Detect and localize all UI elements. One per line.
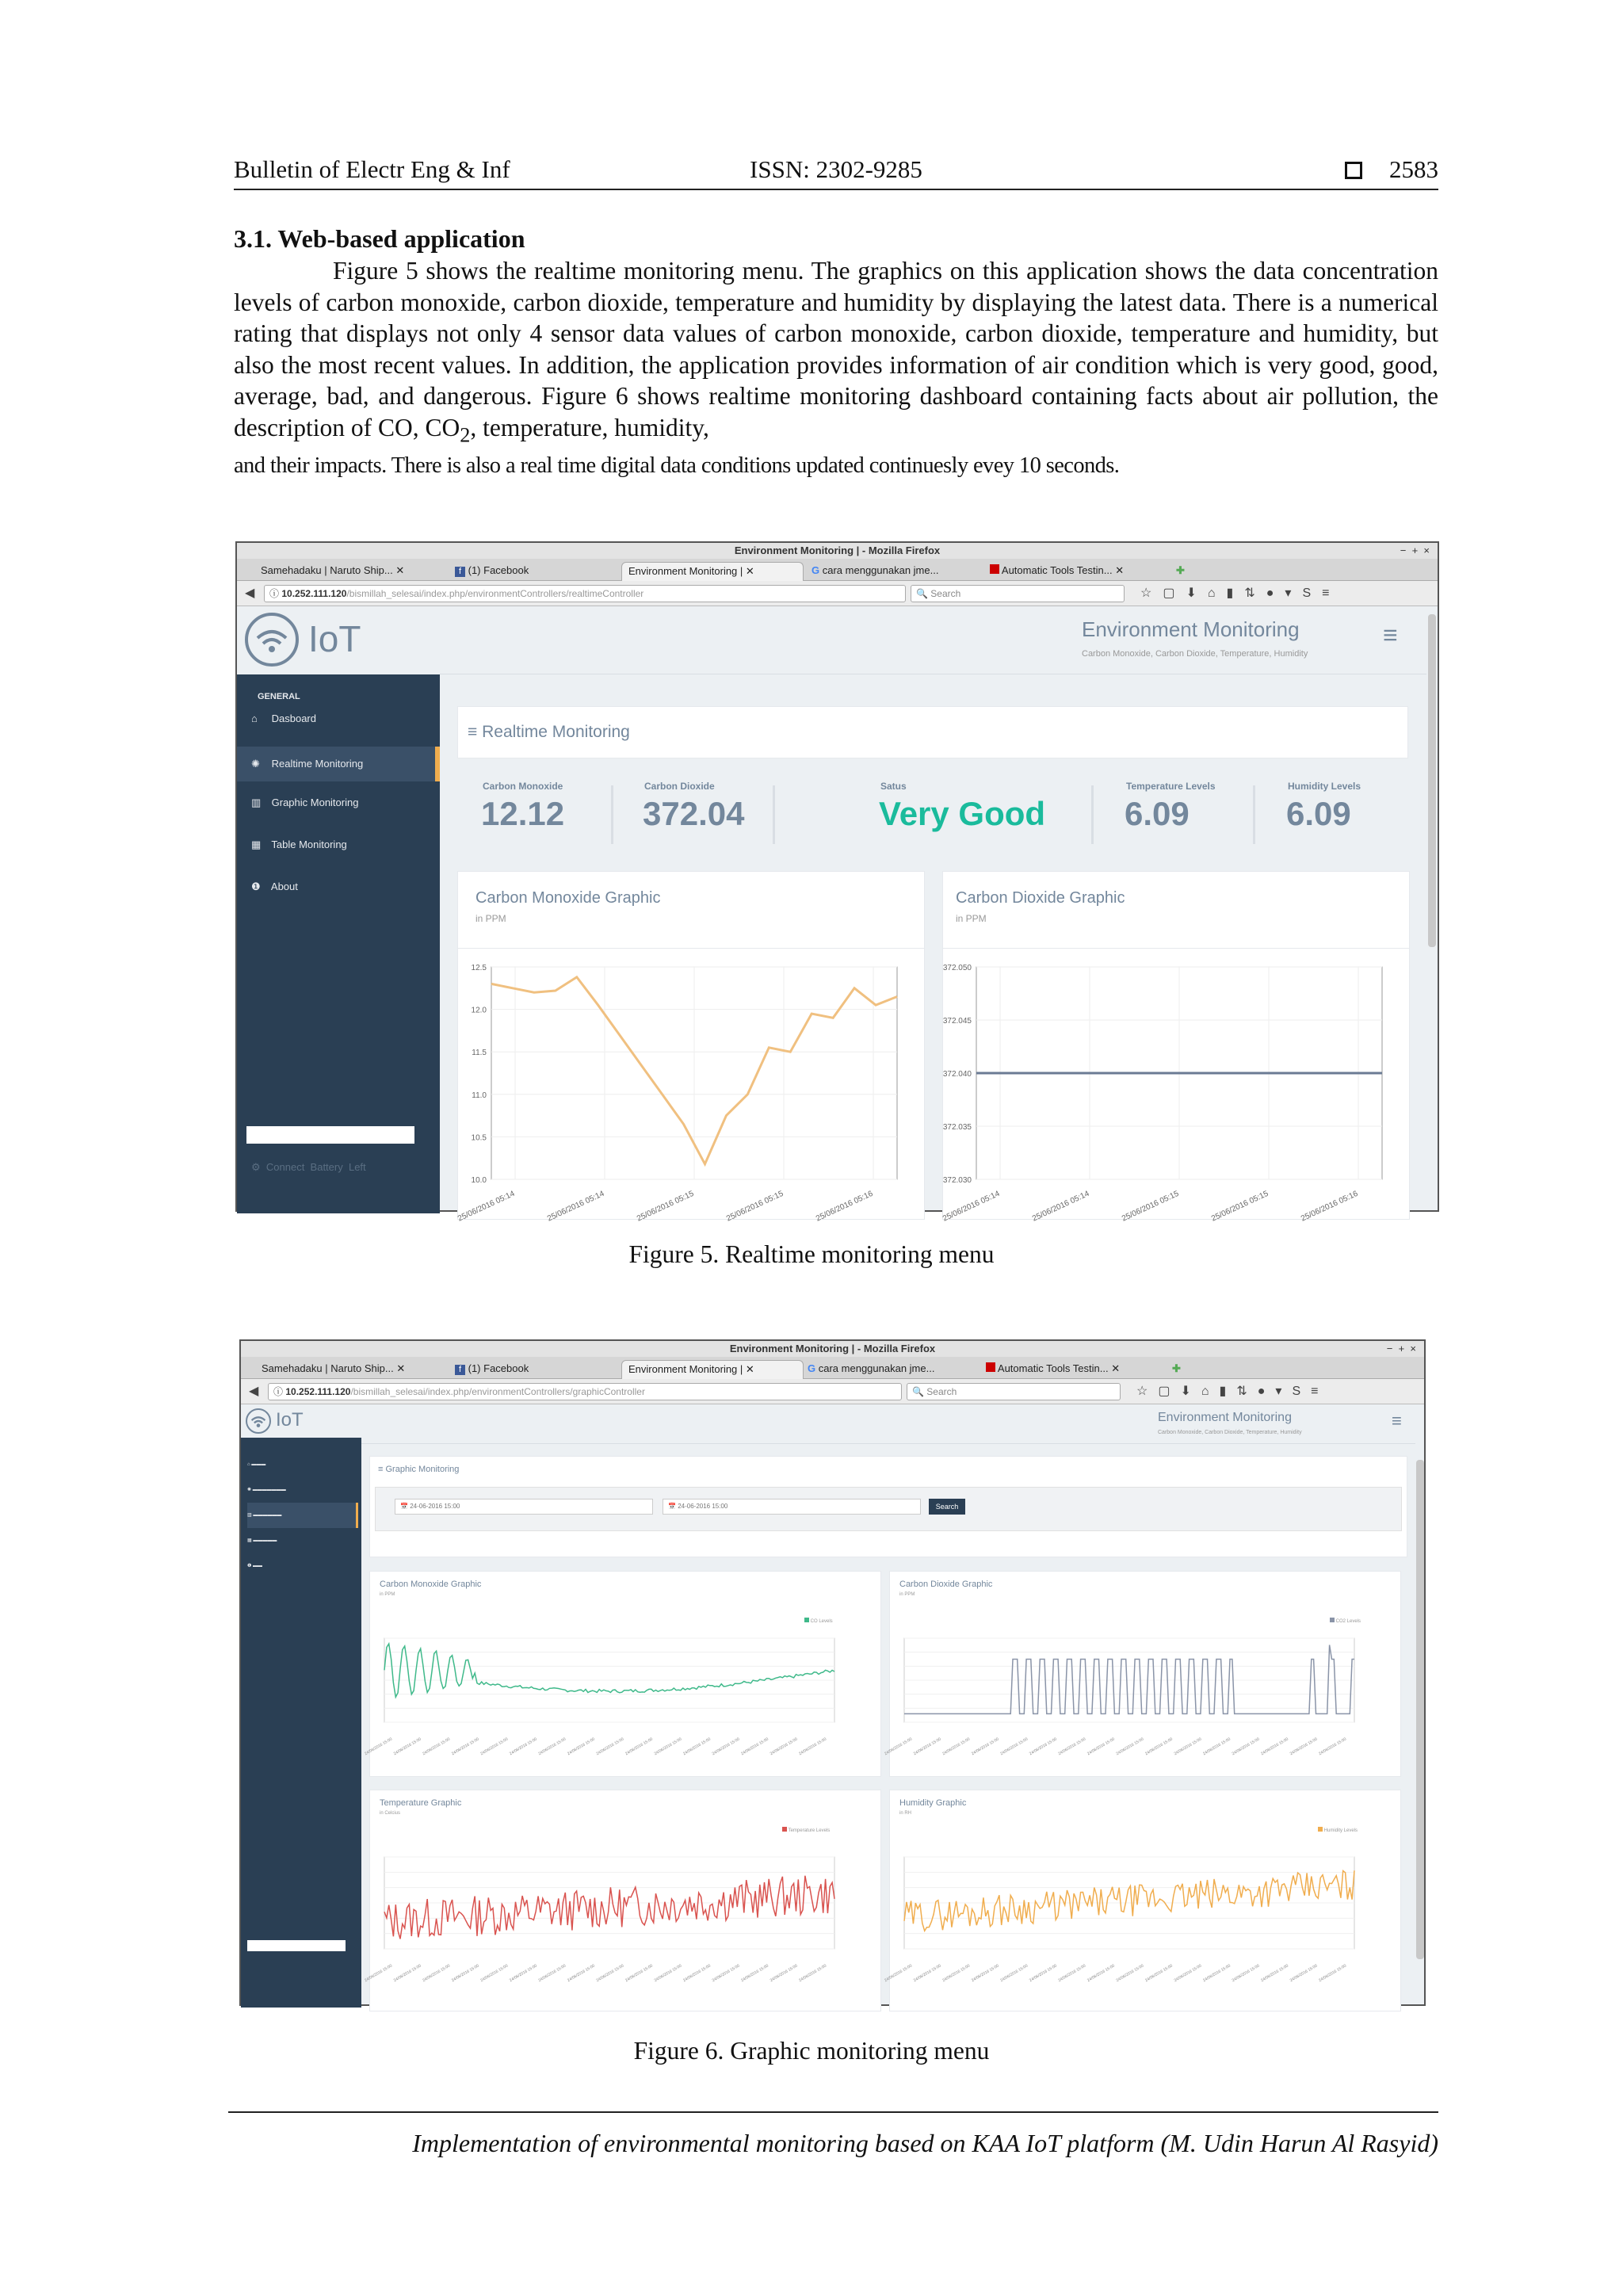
x-tick-label: 24/06/2016 15:00 <box>1318 1963 1347 1984</box>
panel-title: ≡ Graphic Monitoring <box>378 1465 460 1474</box>
x-tick-label: 24/06/2016 15:00 <box>711 1736 741 1757</box>
home-icon: ⌂ <box>251 712 258 724</box>
x-tick-label: 24/06/2016 15:00 <box>1289 1736 1319 1757</box>
sidebar-search-box[interactable] <box>246 1126 414 1144</box>
x-tick-label: 24/06/2016 15:00 <box>392 1963 422 1984</box>
info-icon: ⓘ <box>273 1386 284 1397</box>
x-tick-label: 24/06/2016 15:00 <box>1144 1736 1174 1757</box>
x-tick-label: 24/06/2016 15:00 <box>769 1736 799 1757</box>
nav-group-label: GENERAL <box>258 692 300 701</box>
chart-legend: Humidity Levels <box>1318 1827 1358 1833</box>
x-tick-label: 24/06/2016 15:00 <box>422 1963 452 1984</box>
site-icon <box>986 1362 995 1372</box>
x-tick-label: 24/06/2016 15:00 <box>740 1736 769 1757</box>
toolbar-icons[interactable]: ☆▢⬇⌂▮⇅●▾S≡ <box>1136 1385 1329 1398</box>
x-tick-label: 25/06/2016 05:15 <box>725 1189 785 1224</box>
x-tick-label: 25/06/2016 05:15 <box>1121 1189 1181 1224</box>
graphic-filter-panel <box>369 1456 1407 1557</box>
tab-samehadaku[interactable]: Samehadaku | Naruto Ship... ✕ <box>262 1362 406 1374</box>
sidebar-item-realtime-monitoring[interactable]: ✺ ▬▬▬▬▬▬▬ <box>247 1488 286 1492</box>
x-tick-label: 24/06/2016 15:00 <box>450 1736 480 1757</box>
x-tick-label: 25/06/2016 05:14 <box>941 1189 1002 1224</box>
tab-google[interactable]: G cara menggunakan jme... <box>808 1362 935 1374</box>
stat-divider <box>1253 785 1255 844</box>
x-tick-label: 24/06/2016 15:00 <box>1202 1963 1232 1984</box>
close-icon[interactable]: ✕ <box>396 1362 406 1374</box>
series-line <box>384 1876 834 1939</box>
x-tick-label: 24/06/2016 15:00 <box>1231 1963 1261 1984</box>
navigation-bar <box>237 581 1438 606</box>
sidebar <box>237 606 440 1213</box>
stat-divider <box>773 785 775 844</box>
x-tick-label: 25/06/2016 05:16 <box>1300 1189 1360 1224</box>
menu-icon[interactable]: ≡ <box>1392 1411 1402 1431</box>
app-subtitle: Carbon Monoxide, Carbon Dioxide, Temperature, Humidity <box>1082 649 1308 659</box>
x-tick-label: 24/06/2016 15:00 <box>1028 1736 1058 1757</box>
tab-strip <box>237 559 1438 581</box>
chart-legend: CO Levels <box>804 1618 833 1624</box>
x-tick-label: 24/06/2016 15:00 <box>970 1963 1000 1984</box>
realtime-panel-header <box>457 706 1408 758</box>
back-icon[interactable]: ◀ <box>249 1385 259 1398</box>
facebook-icon: f <box>455 567 465 577</box>
x-tick-label: 24/06/2016 15:00 <box>970 1736 1000 1757</box>
body-text <box>234 255 1438 482</box>
x-tick-label: 24/06/2016 15:00 <box>1202 1736 1232 1757</box>
y-tick-label: 372.050 <box>942 964 972 972</box>
tab-samehadaku[interactable]: Samehadaku | Naruto Ship... ✕ <box>261 564 405 576</box>
sidebar-item-graphic-monitoring[interactable]: ▥ Graphic Monitoring <box>237 789 440 817</box>
x-tick-label: 24/06/2016 15:00 <box>1289 1963 1319 1984</box>
stat-divider <box>611 785 613 844</box>
x-tick-label: 24/06/2016 15:00 <box>711 1963 741 1984</box>
site-icon <box>990 564 999 574</box>
google-icon: G <box>808 1362 816 1374</box>
window-controls[interactable]: − + × <box>1386 1343 1416 1354</box>
x-tick-label: 25/06/2016 05:14 <box>1031 1189 1091 1224</box>
logo-area <box>241 1404 361 1438</box>
paragraph: Figure 5 shows the realtime monitoring menu. The graphics on this application shows the data concentration levels of carbon monoxide, carbon dioxide, temperature and humidity by displaying the latest data. There is a numerical rating that displays not only 4 sensor data values of carbon monoxide, carbon dioxide, temperature and humidity, but also the most recent values. In addition, the application provides information of air condition which is very good, good, average, bad, and dangerous. Figure 6 shows realtime monitoring dashboard containing facts about air pollution, the description of CO, $CO_2$, temperature, humidity, <box>234 257 1438 446</box>
y-tick-label: 11.5 <box>472 1049 487 1058</box>
co-line-chart <box>458 943 926 1276</box>
x-tick-label: 24/06/2016 15:00 <box>537 1736 567 1757</box>
bar-chart-icon: ▥ <box>251 797 262 808</box>
series-line <box>384 1644 834 1697</box>
menu-icon[interactable]: ≡ <box>1383 621 1398 649</box>
x-tick-label: 24/06/2016 15:00 <box>1115 1736 1145 1757</box>
x-tick-label: 24/06/2016 15:00 <box>740 1963 769 1984</box>
new-tab-button[interactable]: ✚ <box>1176 564 1185 576</box>
close-icon[interactable]: ✕ <box>395 564 405 576</box>
x-tick-label: 24/06/2016 15:00 <box>450 1963 480 1984</box>
y-tick-label: 12.5 <box>471 964 487 972</box>
new-tab-button[interactable]: ✚ <box>1172 1362 1181 1374</box>
page-number-group <box>1345 155 1438 184</box>
x-tick-label: 24/06/2016 15:00 <box>999 1963 1029 1984</box>
info-icon: ❶ <box>251 881 261 892</box>
list-icon: ≡ <box>468 723 478 741</box>
x-tick-label: 24/06/2016 15:00 <box>682 1736 712 1757</box>
series-line <box>904 1870 1354 1931</box>
sidebar-item-dashboard[interactable]: ⌂ Dasboard <box>237 705 440 733</box>
co2-graphic-chart <box>884 1603 1402 1778</box>
x-tick-label: 24/06/2016 15:00 <box>1115 1963 1145 1984</box>
tab-automatic-tools[interactable]: Automatic Tools Testin... ✕ <box>990 562 1172 579</box>
running-header <box>234 155 1438 190</box>
x-tick-label: 24/06/2016 15:00 <box>567 1963 596 1984</box>
top-nav <box>361 1404 1415 1444</box>
humidity-graphic-panel: Humidity Graphic in RH Humidity Levels 24/06/2016 15:00 24/06/2016 15:00 24/06/2016 15:00 24/06/2016 15:00 24/06/2016 15:00 24/06/2016 15:00 24/06/2016 15:00 24/06/2016 15:00 24/06/2016 15:00 24/06/2016 15:00 24/06/2016 15:00 24/06/2016 15:00 24/06/2016 15:00 24/06/2016 15:00 24/06/2016 15:00 24/06/2016 15:00 <box>889 1790 1401 2011</box>
x-tick-label: 24/06/2016 15:00 <box>1086 1963 1116 1984</box>
x-tick-label: 24/06/2016 15:00 <box>884 1963 913 1984</box>
x-tick-label: 24/06/2016 15:00 <box>595 1963 625 1984</box>
co2-graphic-panel: Carbon Dioxide Graphic in PPM CO2 Levels 24/06/2016 15:00 24/06/2016 15:00 24/06/2016 15:00 24/06/2016 15:00 24/06/2016 15:00 24/06/2016 15:00 24/06/2016 15:00 24/06/2016 15:00 24/06/2016 15:00 24/06/2016 15:00 24/06/2016 15:00 24/06/2016 15:00 24/06/2016 15:00 24/06/2016 15:00 24/06/2016 15:00 24/06/2016 15:00 <box>889 1571 1401 1777</box>
co-graphic-panel: Carbon Monoxide Graphic in PPM CO Levels 24/06/2016 15:00 24/06/2016 15:00 24/06/2016 15:00 24/06/2016 15:00 24/06/2016 15:00 24/06/2016 15:00 24/06/2016 15:00 24/06/2016 15:00 24/06/2016 15:00 24/06/2016 15:00 24/06/2016 15:00 24/06/2016 15:00 24/06/2016 15:00 24/06/2016 15:00 24/06/2016 15:00 24/06/2016 15:00 <box>369 1571 881 1777</box>
x-tick-label: 24/06/2016 15:00 <box>884 1736 913 1757</box>
series-line <box>904 1645 1354 1714</box>
figure-6-screenshot <box>239 1339 1426 2006</box>
x-tick-label: 24/06/2016 15:00 <box>1318 1736 1347 1757</box>
x-tick-label: 24/06/2016 15:00 <box>941 1736 972 1757</box>
x-tick-label: 24/06/2016 15:00 <box>798 1963 827 1984</box>
x-tick-label: 24/06/2016 15:00 <box>1231 1736 1261 1757</box>
chart-legend: Temperature Levels <box>782 1827 830 1833</box>
date-to-input[interactable]: 📅 24-06-2016 15:00 <box>663 1499 921 1515</box>
tab-facebook[interactable]: f (1) Facebook <box>455 562 621 579</box>
figure-5-screenshot <box>235 541 1439 1224</box>
spinner-icon: ✺ <box>251 758 260 770</box>
navigation-bar <box>241 1379 1424 1404</box>
window-controls[interactable]: − + × <box>1400 544 1430 556</box>
y-tick-label: 10.0 <box>471 1176 487 1185</box>
y-tick-label: 372.035 <box>942 1123 972 1132</box>
sidebar-item-realtime-monitoring[interactable]: ✺ Realtime Monitoring <box>237 747 440 781</box>
figure-6-caption: Figure 6. Graphic monitoring menu <box>633 2037 990 2065</box>
brand-name: IoT <box>308 618 361 659</box>
stats-row: Carbon Monoxide 12.12 Carbon Dioxide 372.04 Satus Very Good Temperature Levels 6.09 Humidity Levels 6.09 <box>440 765 1426 860</box>
close-icon[interactable]: ✕ <box>1111 1362 1121 1374</box>
x-tick-label: 24/06/2016 15:00 <box>1173 1963 1203 1984</box>
co-graphic-chart <box>364 1603 882 1778</box>
co2-line-chart <box>943 943 1411 1276</box>
y-tick-label: 372.030 <box>942 1176 972 1185</box>
wifi-icon <box>245 613 299 667</box>
x-tick-label: 24/06/2016 15:00 <box>624 1963 654 1984</box>
search-field[interactable]: 🔍 Search <box>907 1383 1121 1400</box>
figure-5-caption: Figure 5. Realtime monitoring menu <box>628 1240 995 1268</box>
y-tick-label: 372.040 <box>942 1070 972 1079</box>
stat-divider <box>1091 785 1094 844</box>
top-nav <box>440 606 1426 674</box>
y-tick-label: 12.0 <box>471 1006 487 1015</box>
y-tick-label: 10.5 <box>471 1133 487 1143</box>
x-tick-label: 24/06/2016 15:00 <box>508 1963 538 1984</box>
x-tick-label: 24/06/2016 15:00 <box>567 1736 596 1757</box>
sidebar-item-table-monitoring[interactable]: ▦ ▬▬▬▬▬ <box>247 1538 277 1543</box>
logo-area <box>237 606 440 674</box>
app-subtitle: Carbon Monoxide, Carbon Dioxide, Temperature, Humidity <box>1158 1430 1302 1435</box>
app-title: Environment Monitoring <box>1082 617 1300 641</box>
facebook-icon: f <box>455 1365 465 1375</box>
search-field[interactable]: 🔍 Search <box>911 585 1125 602</box>
google-icon: G <box>812 564 820 576</box>
x-tick-label: 24/06/2016 15:00 <box>912 1736 942 1757</box>
x-tick-label: 24/06/2016 15:00 <box>422 1736 452 1757</box>
x-tick-label: 24/06/2016 15:00 <box>999 1736 1029 1757</box>
chart-legend: CO2 Levels <box>1330 1618 1361 1624</box>
x-tick-label: 24/06/2016 15:00 <box>1260 1963 1289 1984</box>
sidebar-footer: ⚙ Connect Battery Left <box>251 1161 366 1173</box>
x-tick-label: 24/06/2016 15:00 <box>595 1736 625 1757</box>
page-number: 2583 <box>1389 155 1438 183</box>
nav-items <box>247 1452 358 1579</box>
footer-text: Implementation of environmental monitoring based on KAA IoT platform (M. Udin Harun Al Rasyid) <box>412 2129 1438 2157</box>
tab-environment-monitoring[interactable]: Environment Monitoring | ✕ <box>621 562 804 581</box>
filter-bar <box>375 1487 1402 1531</box>
x-tick-label: 24/06/2016 15:00 <box>769 1963 799 1984</box>
table-icon: ▦ <box>251 839 262 850</box>
tab-strip <box>241 1357 1424 1379</box>
sidebar <box>241 1404 361 2008</box>
sidebar-item-table-monitoring[interactable]: ▦ Table Monitoring <box>237 831 440 859</box>
y-tick-label: 11.0 <box>472 1091 487 1100</box>
x-tick-label: 24/06/2016 15:00 <box>653 1736 683 1757</box>
close-icon[interactable]: ✕ <box>1115 564 1125 576</box>
running-footer <box>228 2111 1438 2157</box>
x-tick-label: 25/06/2016 05:15 <box>636 1189 696 1224</box>
issn: ISSN: 2302-9285 <box>750 155 922 183</box>
url-field[interactable]: ⓘ 10.252.111.120/bismillah_selesai/index.php/environmentControllers/realtimeController <box>264 585 906 602</box>
temperature-graphic-chart <box>364 1822 882 2004</box>
sidebar-item-about[interactable]: ❶ ▬▬ <box>247 1564 263 1568</box>
toolbar-icons[interactable]: ☆▢⬇⌂▮⇅●▾S≡ <box>1140 586 1341 600</box>
tab-google[interactable]: G cara menggunakan jme... <box>812 564 939 576</box>
x-tick-label: 24/06/2016 15:00 <box>364 1963 393 1984</box>
x-tick-label: 24/06/2016 15:00 <box>941 1963 972 1984</box>
close-icon[interactable]: ✕ <box>745 565 754 577</box>
date-from-input[interactable]: 📅 24-06-2016 15:00 <box>395 1499 653 1515</box>
humidity-graphic-chart <box>884 1822 1402 2004</box>
sidebar-item-dashboard[interactable]: ⌂ ▬▬▬ <box>247 1462 266 1467</box>
co2-chart-panel: Carbon Dioxide Graphic in PPM 372.050 372.045 372.040 372.035 372.030 25/06/2016 05:14 25/06/2016 05:14 25/06/2016 05:15 25/06/2016 05:15 25/06/2016 05:16 <box>942 871 1410 1220</box>
x-tick-label: 24/06/2016 15:00 <box>1028 1963 1058 1984</box>
info-icon: ⓘ <box>269 588 280 599</box>
journal-name: Bulletin of Electr Eng & Inf <box>234 155 510 183</box>
square-icon <box>1345 162 1362 179</box>
search-button[interactable]: Search <box>929 1499 965 1515</box>
sidebar-item-about[interactable]: ❶ About <box>237 873 440 901</box>
window-title: Environment Monitoring | - Mozilla Firefox <box>729 1343 936 1354</box>
x-tick-label: 24/06/2016 15:00 <box>479 1736 510 1757</box>
window-titlebar <box>241 1341 1424 1357</box>
panel-title: ≡ Realtime Monitoring <box>468 723 630 741</box>
x-tick-label: 24/06/2016 15:00 <box>682 1963 712 1984</box>
sidebar-item-graphic-monitoring[interactable]: ▥ ▬▬▬▬▬▬ <box>247 1503 358 1528</box>
x-tick-label: 24/06/2016 15:00 <box>479 1963 510 1984</box>
x-tick-label: 24/06/2016 15:00 <box>798 1736 827 1757</box>
close-icon[interactable]: ✕ <box>745 1363 754 1375</box>
tab-environment-monitoring[interactable]: Environment Monitoring | ✕ <box>621 1360 804 1379</box>
x-tick-label: 25/06/2016 05:16 <box>815 1189 875 1224</box>
x-tick-label: 24/06/2016 15:00 <box>392 1736 422 1757</box>
back-icon[interactable]: ◀ <box>245 586 255 600</box>
y-tick-label: 372.045 <box>942 1017 972 1026</box>
tab-facebook[interactable]: f (1) Facebook <box>455 1360 621 1377</box>
app-title: Environment Monitoring <box>1158 1411 1292 1424</box>
status-value: Very Good <box>879 795 1046 832</box>
url-field[interactable]: ⓘ 10.252.111.120/bismillah_selesai/index.php/environmentControllers/graphicController <box>268 1383 902 1400</box>
sidebar-search-box[interactable] <box>247 1940 346 1951</box>
x-tick-label: 24/06/2016 15:00 <box>912 1963 942 1984</box>
x-tick-label: 24/06/2016 15:00 <box>1057 1736 1087 1757</box>
x-tick-label: 24/06/2016 15:00 <box>1086 1736 1116 1757</box>
x-tick-label: 25/06/2016 05:15 <box>1210 1189 1270 1224</box>
x-tick-label: 24/06/2016 15:00 <box>508 1736 538 1757</box>
x-tick-label: 24/06/2016 15:00 <box>624 1736 654 1757</box>
tab-automatic-tools[interactable]: Automatic Tools Testin... ✕ <box>986 1360 1168 1377</box>
x-tick-label: 24/06/2016 15:00 <box>1144 1963 1174 1984</box>
list-icon: ≡ <box>378 1465 384 1474</box>
x-tick-label: 24/06/2016 15:00 <box>653 1963 683 1984</box>
x-tick-label: 24/06/2016 15:00 <box>1173 1736 1203 1757</box>
window-titlebar <box>237 543 1438 559</box>
section-heading: 3.1. Web-based application <box>234 224 525 253</box>
scrollbar[interactable] <box>1428 614 1436 947</box>
co-chart-panel: Carbon Monoxide Graphic in PPM 12.5 12.0 11.5 11.0 10.5 10.0 25/06/2016 05:14 25/06/2016 05:14 25/06/2016 05:15 25/06/2016 05:15 25/06/2016 05:16 <box>457 871 925 1220</box>
scrollbar[interactable] <box>1416 1460 1424 1959</box>
wifi-icon <box>246 1408 271 1434</box>
x-tick-label: 24/06/2016 15:00 <box>364 1736 393 1757</box>
temperature-graphic-panel: Temperature Graphic in Celcius Temperature Levels 24/06/2016 15:00 24/06/2016 15:00 24/06/2016 15:00 24/06/2016 15:00 24/06/2016 15:00 24/06/2016 15:00 24/06/2016 15:00 24/06/2016 15:00 24/06/2016 15:00 24/06/2016 15:00 24/06/2016 15:00 24/06/2016 15:00 24/06/2016 15:00 24/06/2016 15:00 24/06/2016 15:00 24/06/2016 15:00 <box>369 1790 881 2011</box>
x-tick-label: 24/06/2016 15:00 <box>1057 1963 1087 1984</box>
x-tick-label: 24/06/2016 15:00 <box>1260 1736 1289 1757</box>
window-title: Environment Monitoring | - Mozilla Firefox <box>734 544 941 556</box>
paragraph-condensed: and their impacts. There is also a real time digital data conditions updated continuesly evey 10 seconds. <box>234 453 1120 479</box>
x-tick-label: 24/06/2016 15:00 <box>537 1963 567 1984</box>
brand-name: IoT <box>276 1409 304 1431</box>
x-tick-label: 25/06/2016 05:14 <box>546 1189 606 1224</box>
x-tick-label: 25/06/2016 05:14 <box>456 1189 517 1224</box>
